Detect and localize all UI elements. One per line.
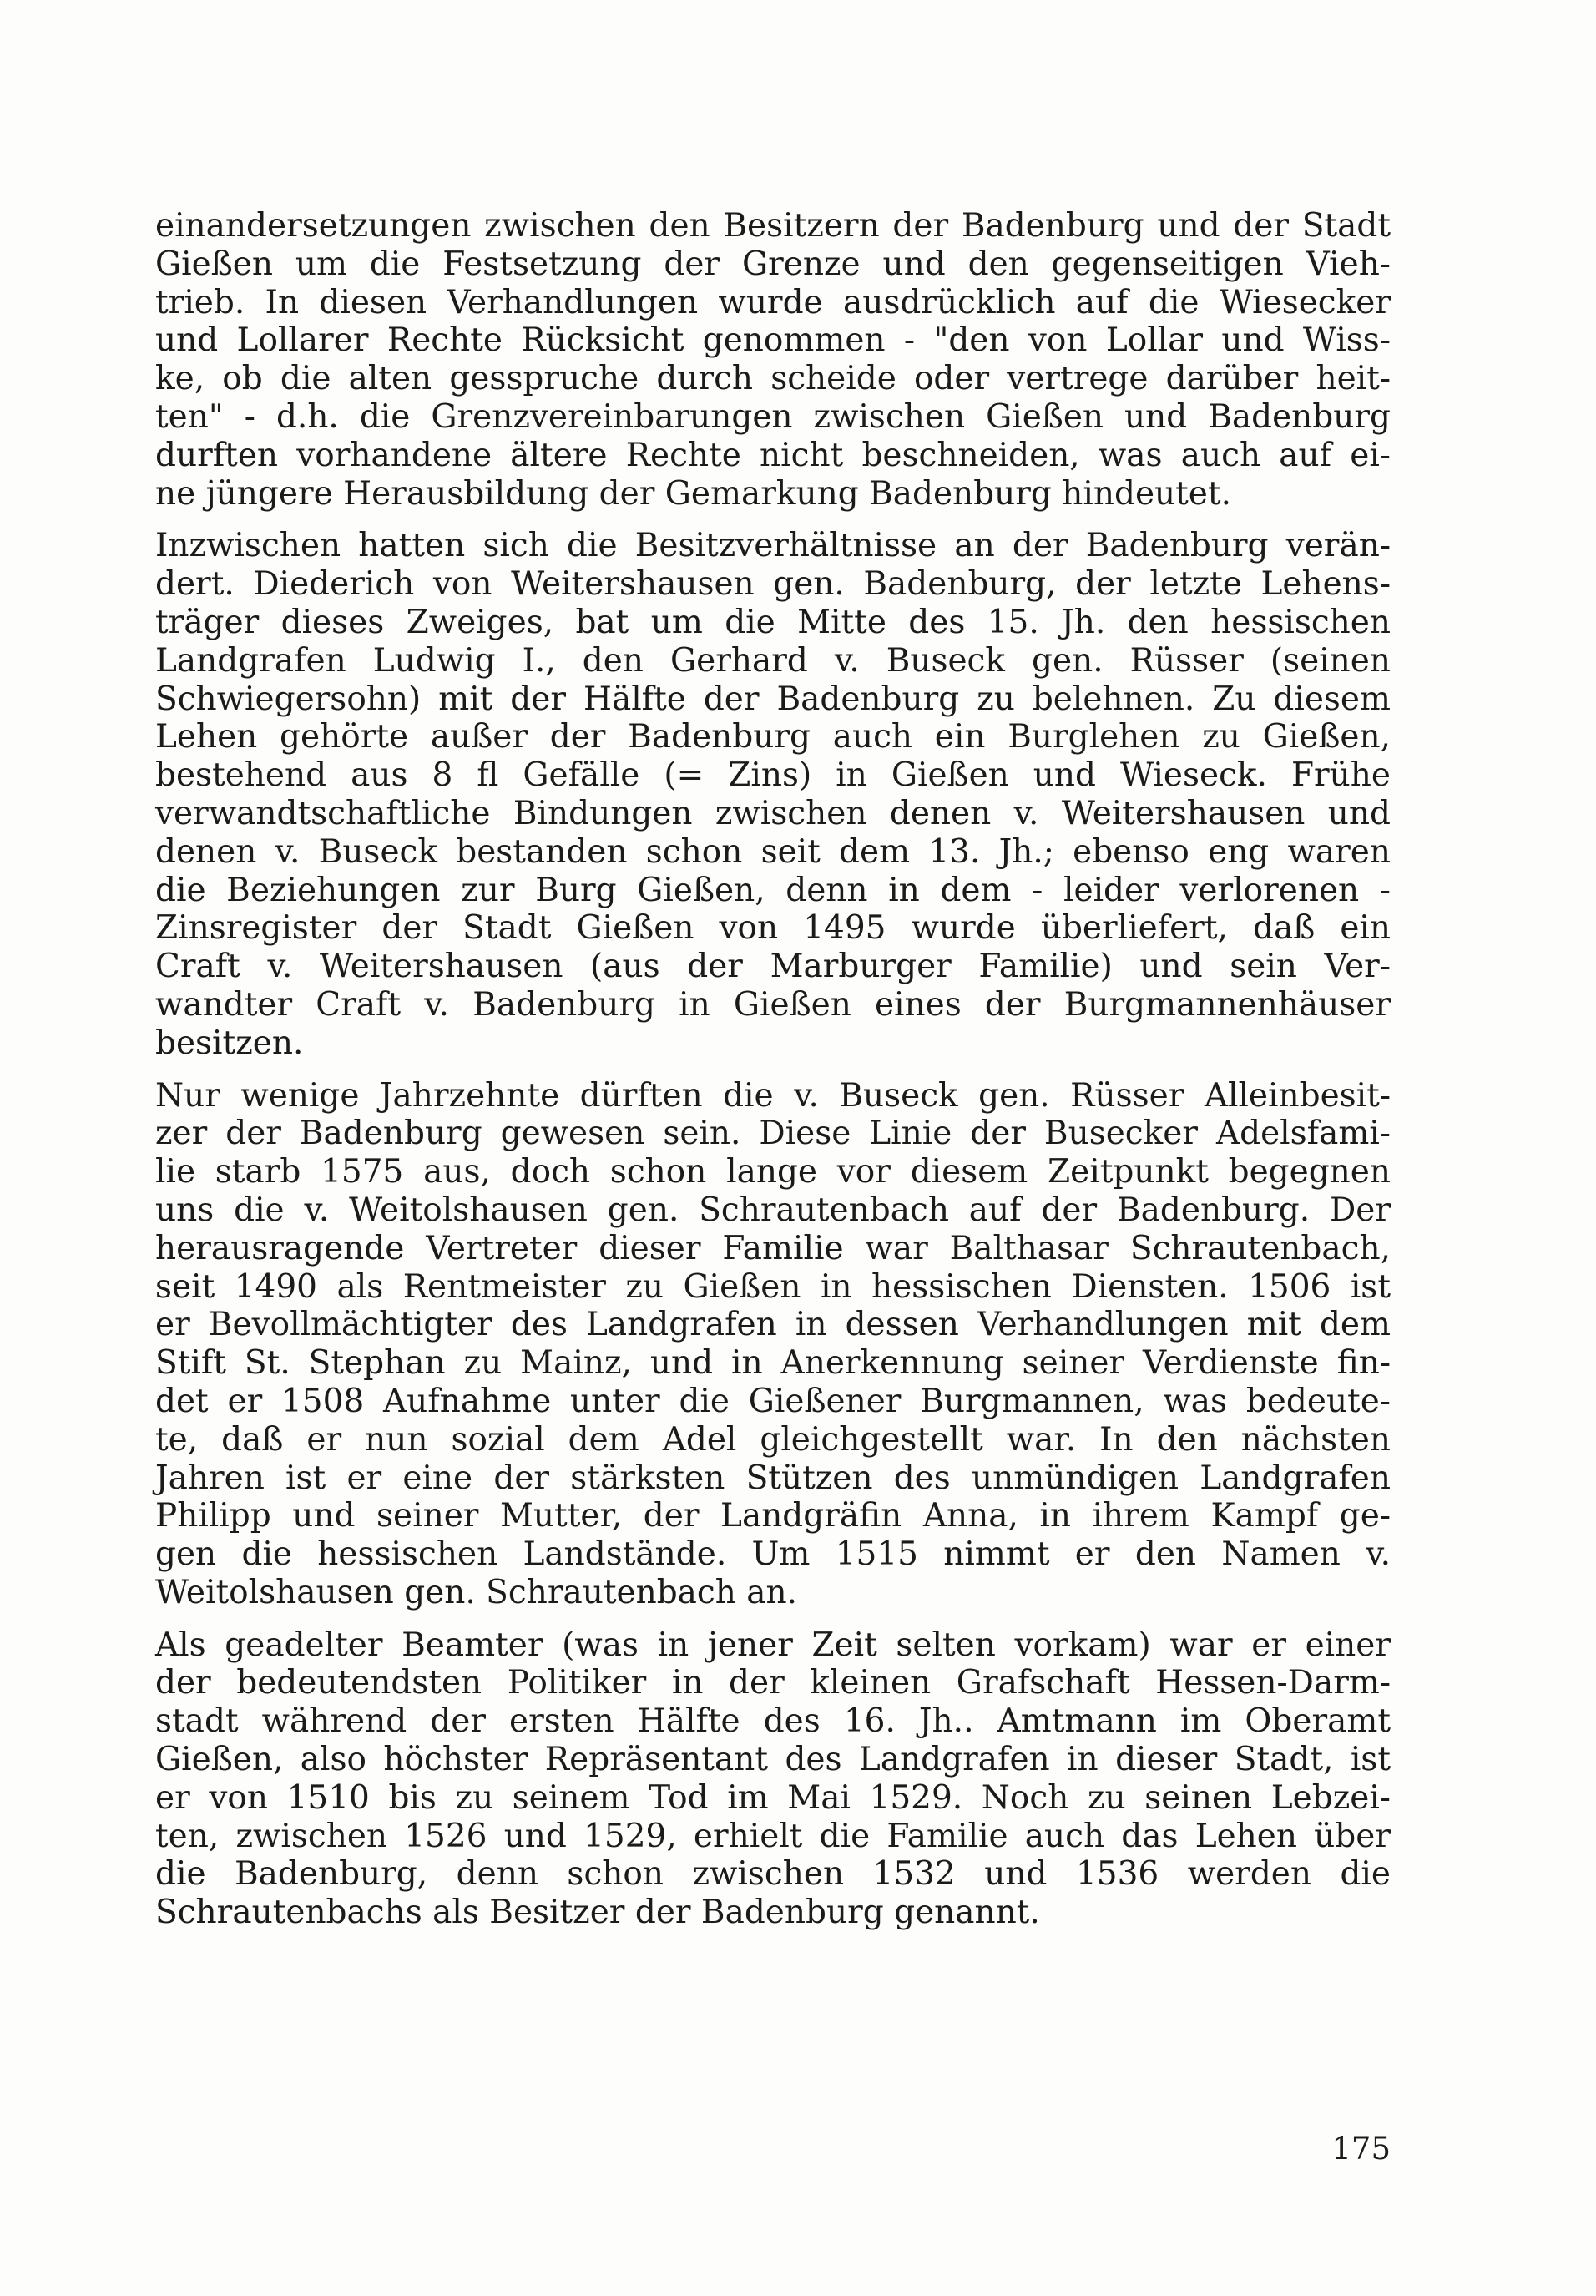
text-line: uns die v. Weitolshausen gen. Schrautenbach auf der Badenburg. Der (155, 1191, 1391, 1229)
text-line: er von 1510 bis zu seinem Tod im Mai 1529. Noch zu seinen Lebzei- (155, 1778, 1391, 1817)
text-line: verwandtschaftliche Bindungen zwischen denen v. Weitershausen und (155, 794, 1391, 832)
text-line: Nur wenige Jahrzehnte dürften die v. Buseck gen. Rüsser Alleinbesit- (155, 1076, 1391, 1115)
text-line: stadt während der ersten Hälfte des 16. Jh.. Amtmann im Oberamt (155, 1702, 1391, 1741)
text-line: Craft v. Weitershausen (aus der Marburger Familie) und sein Ver- (155, 948, 1391, 986)
text-line: det er 1508 Aufnahme unter die Gießener Burgmannen, was bedeute- (155, 1382, 1391, 1420)
text-line: er Bevollmächtigter des Landgrafen in dessen Verhandlungen mit dem (155, 1306, 1391, 1344)
text-line: einandersetzungen zwischen den Besitzern der Badenburg und der Stadt (155, 207, 1391, 245)
text-line: bestehend aus 8 fl Gefälle (= Zins) in Gießen und Wieseck. Frühe (155, 756, 1391, 795)
text-line: te, daß er nun sozial dem Adel gleichgestellt war. In den nächsten (155, 1420, 1391, 1459)
text-line: der bedeutendsten Politiker in der kleinen Grafschaft Hessen-Darm- (155, 1664, 1391, 1702)
paragraph (155, 1077, 1391, 1612)
text-line: träger dieses Zweiges, bat um die Mitte des 15. Jh. den hessischen (155, 603, 1391, 641)
text-line: zer der Badenburg gewesen sein. Diese Linie der Busecker Adelsfami- (155, 1115, 1391, 1153)
paragraph (155, 1626, 1391, 1932)
text-line: Schwiegersohn) mit der Hälfte der Badenburg zu belehnen. Zu diesem (155, 680, 1391, 718)
text-line: herausragende Vertreter dieser Familie war Balthasar Schrautenbach, (155, 1229, 1391, 1267)
text-line: die Beziehungen zur Burg Gießen, denn in dem - leider verlorenen - (155, 871, 1391, 909)
text-line: Stift St. Stephan zu Mainz, und in Anerkennung seiner Verdienste fin- (155, 1344, 1391, 1383)
text-line: Schrautenbachs als Besitzer der Badenburg genannt. (155, 1894, 1040, 1932)
text-line: trieb. In diesen Verhandlungen wurde ausdrücklich auf die Wiesecker (155, 283, 1391, 321)
text-line: die Badenburg, denn schon zwischen 1532 und 1536 werden die (155, 1855, 1391, 1894)
paragraph (155, 527, 1391, 1062)
text-line: Lehen gehörte außer der Badenburg auch ein Burglehen zu Gießen, (155, 718, 1391, 756)
text-line: Inzwischen hatten sich die Besitzverhältnisse an der Badenburg verän- (155, 527, 1391, 565)
text-line: Weitolshausen gen. Schrautenbach an. (155, 1573, 798, 1611)
text-line: gen die hessischen Landstände. Um 1515 nimmt er den Namen v. (155, 1535, 1391, 1574)
text-line: Landgrafen Ludwig I., den Gerhard v. Buseck gen. Rüsser (seinen (155, 641, 1391, 680)
text-line: seit 1490 als Rentmeister zu Gießen in hessischen Diensten. 1506 ist (155, 1267, 1391, 1306)
text-line: wandter Craft v. Badenburg in Gießen eines der Burgmannenhäuser (155, 985, 1391, 1024)
text-line: durften vorhandene ältere Rechte nicht beschneiden, was auch auf ei- (155, 436, 1391, 474)
text-line: Gießen, also höchster Repräsentant des Landgrafen in dieser Stadt, ist (155, 1741, 1391, 1779)
paragraph (155, 207, 1391, 513)
body-text (155, 207, 1391, 1946)
text-line: ten, zwischen 1526 und 1529, erhielt die Familie auch das Lehen über (155, 1817, 1391, 1855)
text-line: dert. Diederich von Weitershausen gen. Badenburg, der letzte Lehens- (155, 565, 1391, 604)
text-line: Gießen um die Festsetzung der Grenze und den gegenseitigen Vieh- (155, 245, 1391, 283)
text-line: Als geadelter Beamter (was in jener Zeit selten vorkam) war er einer (155, 1626, 1391, 1664)
text-line: ke, ob die alten gesspruche durch scheide oder vertrege darüber heit- (155, 360, 1391, 398)
page-number: 175 (1331, 2131, 1391, 2167)
text-line: und Lollarer Rechte Rücksicht genommen - "den von Lollar und Wiss- (155, 321, 1391, 360)
text-line: Philipp und seiner Mutter, der Landgräfin Anna, in ihrem Kampf ge- (155, 1497, 1391, 1535)
text-line: lie starb 1575 aus, doch schon lange vor diesem Zeitpunkt begegnen (155, 1153, 1391, 1191)
text-line: ne jüngere Herausbildung der Gemarkung Badenburg hindeutet. (155, 474, 1231, 513)
text-line: besitzen. (155, 1024, 304, 1062)
text-line: Zinsregister der Stadt Gießen von 1495 wurde überliefert, daß ein (155, 909, 1391, 948)
text-line: ten" - d.h. die Grenzvereinbarungen zwischen Gießen und Badenburg (155, 397, 1391, 436)
text-line: denen v. Buseck bestanden schon seit dem 13. Jh.; ebenso eng waren (155, 832, 1391, 871)
text-line: Jahren ist er eine der stärksten Stützen des unmündigen Landgrafen (155, 1459, 1391, 1497)
